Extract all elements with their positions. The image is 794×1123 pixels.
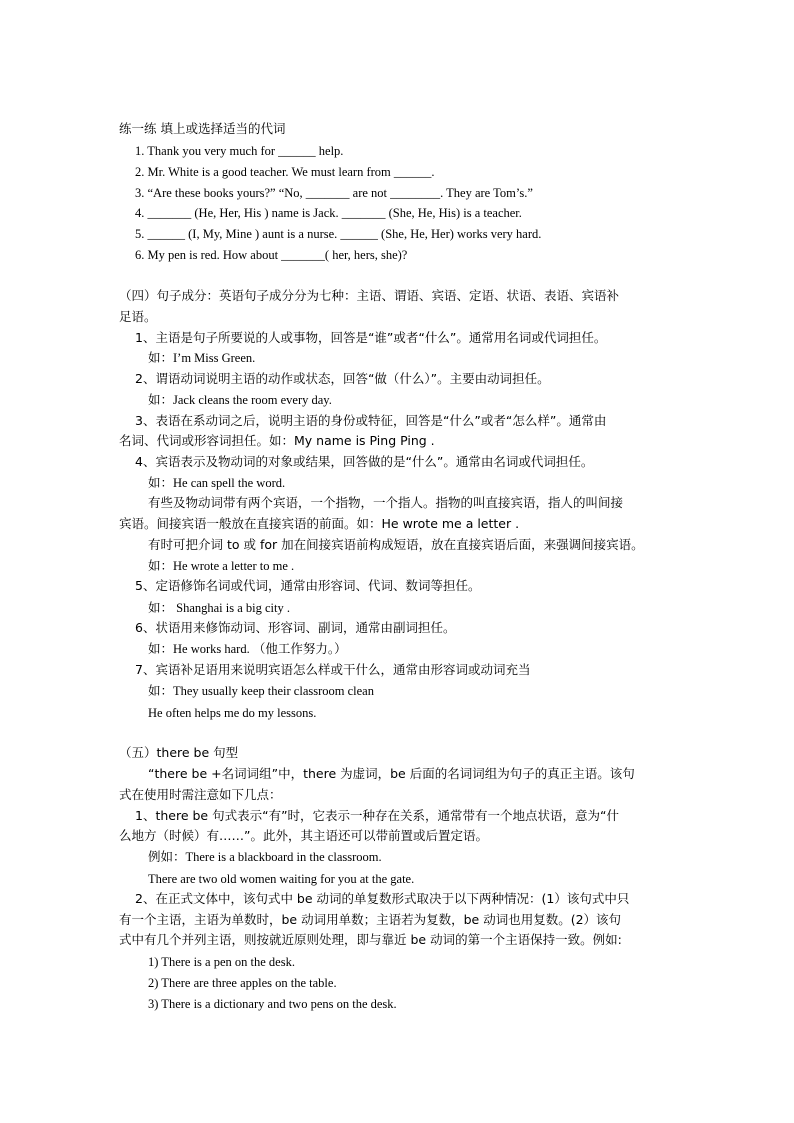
practice-item: 6. My pen is red. How about _______( her, hers, she)? (135, 248, 408, 262)
section5-example-list-item: 3) There is a dictionary and two pens on the desk. (148, 997, 397, 1011)
practice-item: 4. _______ (He, Her, His ) name is Jack. _______ (She, He, His) is a teacher. (135, 206, 522, 220)
section4-example-4c: 如：He wrote a letter to me . (148, 559, 295, 573)
section5-example-1a: 例如：There is a blackboard in the classroom. (148, 850, 382, 864)
section5-title: （五）there be 句型 (119, 745, 239, 760)
section4-example-4: 如：He can spell the word. (148, 476, 286, 490)
section4-point-1: 1、主语是句子所要说的人或事物，回答是“谁”或者“什么”。通常用名词或代词担任。 (135, 330, 607, 345)
section4-point-6: 6、状语用来修饰动词、形容词、副词，通常由副词担任。 (135, 620, 456, 635)
section5-point-2-cont2: 式中有几个并列主语，则按就近原则处理，即与靠近 be 动词的第一个主语保持一致。例如: (119, 932, 622, 947)
section4-point-4b-cont: 宾语。间接宾语一般放在直接宾语的前面。如：He wrote me a letter . (119, 516, 520, 531)
section5-intro: “there be +名词词组”中，there 为虚词，be 后面的名词词组为句子的真正主语。该句 (148, 766, 635, 781)
section4-example-7b: He often helps me do my lessons. (148, 706, 317, 720)
section5-example-list-item: 2) There are three apples on the table. (148, 976, 337, 990)
section4-title-cont: 足语。 (119, 309, 157, 324)
section4-point-4b: 有些及物动词带有两个宾语，一个指物，一个指人。指物的叫直接宾语，指人的叫间接 (148, 495, 624, 510)
practice-item: 1. Thank you very much for ______ help. (135, 144, 344, 158)
section5-example-1b: There are two old women waiting for you at the gate. (148, 872, 415, 886)
section4-example-5: 如： Shanghai is a big city . (148, 601, 290, 615)
section4-point-7: 7、宾语补足语用来说明宾语怎么样或干什么，通常由形容词或动词充当 (135, 662, 531, 677)
section4-point-5: 5、定语修饰名词或代词，通常由形容词、代词、数词等担任。 (135, 578, 481, 593)
section5-point-2-cont1: 有一个主语，主语为单数时，be 动词用单数；主语若为复数，be 动词也用复数。(2）该句 (119, 912, 622, 927)
section5-intro-cont: 式在使用时需注意如下几点： (119, 787, 282, 802)
section4-example-1: 如：I’m Miss Green. (148, 351, 256, 365)
section4-example-6: 如：He works hard. （他工作努力。） (148, 642, 347, 656)
section4-point-3-cont: 名词、代词或形容词担任。如：My name is Ping Ping . (119, 433, 435, 448)
section4-point-4c: 有时可把介词 to 或 for 加在间接宾语前构成短语，放在直接宾语后面，来强调间接宾语。 (148, 537, 644, 552)
section4-point-2: 2、谓语动词说明主语的动作或状态，回答“做（什么）”。主要由动词担任。 (135, 371, 550, 386)
practice-item: 3. “Are these books yours?” “No, _______ are not ________. They are Tom’s.” (135, 186, 533, 200)
practice-item: 2. Mr. White is a good teacher. We must learn from ______. (135, 165, 435, 179)
section4-point-3: 3、表语在系动词之后，说明主语的身份或特征，回答是“什么”或者“怎么样”。通常由 (135, 413, 607, 428)
section5-example-list-item: 1) There is a pen on the desk. (148, 955, 295, 969)
section4-point-4: 4、宾语表示及物动词的对象或结果，回答做的是“什么”。通常由名词或代词担任。 (135, 454, 594, 469)
section4-example-7a: 如：They usually keep their classroom clean (148, 684, 374, 698)
section4-example-2: 如：Jack cleans the room every day. (148, 393, 332, 407)
section5-point-1: 1、there be 句式表示“有”时，它表示一种存在关系，通常带有一个地点状语，意为“什 (135, 808, 620, 823)
practice-item: 5. ______ (I, My, Mine ) aunt is a nurse. ______ (She, He, Her) works very hard. (135, 227, 542, 241)
section5-point-1-cont: 么地方（时候）有……”。此外，其主语还可以带前置或后置定语。 (119, 828, 488, 843)
section4-title: （四）句子成分：英语句子成分分为七种：主语、谓语、宾语、定语、状语、表语、宾语补 (119, 288, 620, 303)
practice-heading: 练一练 填上或选择适当的代词 (119, 121, 286, 136)
section5-point-2: 2、在正式文体中，该句式中 be 动词的单复数形式取决于以下两种情况：(1）该句式中只 (135, 891, 630, 906)
